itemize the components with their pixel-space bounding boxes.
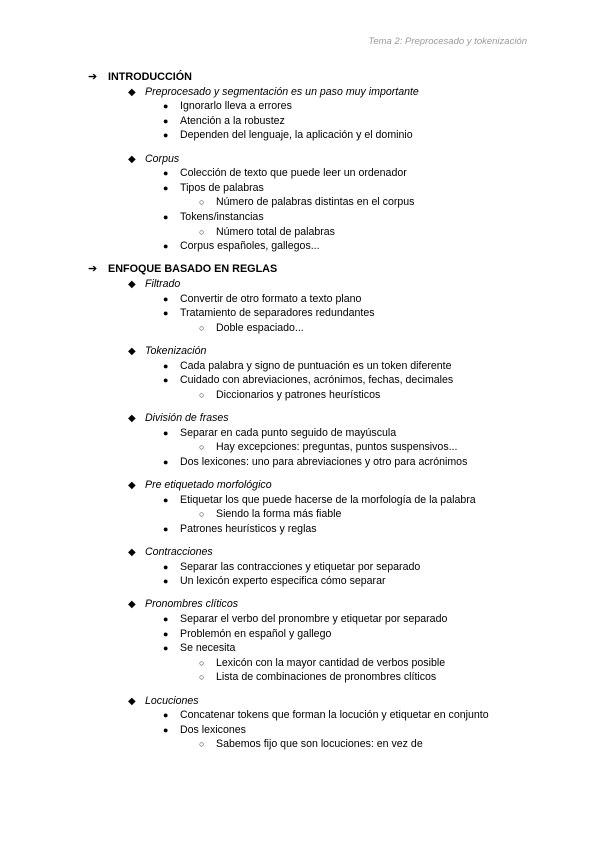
bullet-item [163,306,375,321]
disc-bullet-icon: ● [163,101,169,112]
section-heading [88,262,277,277]
circle-bullet-icon: ○ [199,442,205,453]
bullet-item [163,493,476,508]
topic-item [128,152,179,167]
item-text: Separar en cada punto seguido de mayúscula [180,426,397,439]
sub-bullet-item [199,670,436,685]
disc-bullet-icon: ● [163,182,169,193]
bullet-item [163,166,407,181]
bullet-item [163,426,396,441]
item-text: Locuciones [145,694,199,707]
diamond-bullet-icon: ◆ [128,413,136,424]
disc-bullet-icon: ● [163,523,169,534]
bullet-item [163,128,413,143]
item-text: Hay excepciones: preguntas, puntos suspensivos... [216,441,458,454]
item-text: Ignorarlo lleva a errores [180,100,292,113]
bullet-item [163,522,317,537]
disc-bullet-icon: ● [163,212,169,222]
circle-bullet-icon: ○ [199,739,205,750]
disc-bullet-icon: ● [163,427,169,438]
disc-bullet-icon: ● [163,561,169,572]
diamond-bullet-icon: ◆ [128,480,136,491]
item-text: Contracciones [145,546,213,558]
item-text: Tokens/instancias [180,211,264,223]
bullet-item [163,181,264,196]
bullet-item [163,612,447,627]
bullet-item [163,210,264,225]
topic-item [128,277,180,292]
circle-bullet-icon: ○ [199,226,205,237]
disc-bullet-icon: ● [163,168,169,179]
bullet-item [163,114,285,129]
topic-item [128,344,206,359]
item-text: Pronombres clíticos [145,598,239,611]
item-text: Tokenización [145,345,207,357]
disc-bullet-icon: ● [163,293,169,304]
item-text: Problemón en español y gallego [180,627,332,640]
item-text: Etiquetar los que puede hacerse de la morfología de la palabra [180,493,476,506]
diamond-bullet-icon: ◆ [128,695,136,707]
bullet-item [163,373,453,388]
item-text: Dos lexicones [180,723,246,736]
item-text: Concatenar tokens que forman la locución y etiquetar en conjunto [180,709,489,722]
disc-bullet-icon: ● [163,308,169,319]
item-text: Cada palabra y signo de puntuación es un token diferente [180,359,452,372]
diamond-bullet-icon: ◆ [128,153,136,165]
topic-item [128,411,229,426]
sub-bullet-item [199,195,414,210]
item-text: Diccionarios y patrones heurísticos [216,388,381,401]
item-text: Un lexicón experto especifica cómo separar [180,575,386,588]
item-text: Lexicón con la mayor cantidad de verbos posible [216,656,446,669]
bullet-item [163,455,467,470]
sub-bullet-item [199,737,423,752]
item-text: Preprocesado y segmentación es un paso muy importante [145,85,419,98]
diamond-bullet-icon: ◆ [128,86,136,98]
item-text: Doble espaciado... [216,321,304,334]
disc-bullet-icon: ● [163,724,169,735]
item-text: Cuidado con abreviaciones, acrónimos, fechas, decimales [180,374,454,387]
item-text: Atención a la robustez [180,114,285,127]
item-text: Separar el verbo del pronombre y etiquetar por separado [180,613,448,625]
item-text: INTRODUCCIÓN [108,71,192,83]
circle-bullet-icon: ○ [199,389,205,400]
diamond-bullet-icon: ◆ [128,547,136,558]
disc-bullet-icon: ● [163,628,169,639]
item-text: ENFOQUE BASADO EN REGLAS [108,263,278,276]
bullet-item [163,641,235,656]
arrow-icon: ➔ [88,71,98,83]
disc-bullet-icon: ● [163,614,169,624]
topic-item [128,545,213,560]
disc-bullet-icon: ● [163,494,169,505]
bullet-item [163,560,420,575]
sub-bullet-item [199,507,341,522]
topic-item [128,478,272,493]
disc-bullet-icon: ● [163,576,169,587]
topic-item [128,85,419,100]
sub-bullet-item [199,440,457,455]
item-text: Número total de palabras [216,225,335,238]
item-text: Dependen del lenguaje, la aplicación y el dominio [180,129,413,142]
circle-bullet-icon: ○ [199,672,205,683]
bullet-item [163,99,292,114]
disc-bullet-icon: ● [163,375,169,386]
disc-bullet-icon: ● [163,643,169,654]
disc-bullet-icon: ● [163,710,169,721]
bullet-item [163,708,489,723]
item-text: Siendo la forma más fiable [216,508,342,521]
circle-bullet-icon: ○ [199,657,205,668]
circle-bullet-icon: ○ [199,197,205,208]
item-text: División de frases [145,412,229,424]
sub-bullet-item [199,225,335,240]
disc-bullet-icon: ● [163,115,169,126]
disc-bullet-icon: ● [163,456,169,467]
item-text: Dos lexicones: uno para abreviaciones y otro para acrónimos [180,455,468,468]
circle-bullet-icon: ○ [199,509,205,520]
diamond-bullet-icon: ◆ [128,279,136,290]
sub-bullet-item [199,388,380,403]
item-text: Tratamiento de separadores redundantes [180,307,375,320]
item-text: Se necesita [180,642,236,655]
item-text: Patrones heurísticos y reglas [180,522,317,535]
item-text: Lista de combinaciones de pronombres clíticos [216,671,437,684]
disc-bullet-icon: ● [163,130,169,141]
topic-item [128,694,199,709]
bullet-item [163,239,320,254]
item-text: Colección de texto que puede leer un ordenador [180,167,407,180]
bullet-item [163,359,452,374]
sub-bullet-item [199,656,445,671]
item-text: Filtrado [145,278,181,290]
arrow-icon: ➔ [88,263,98,276]
section-heading [88,70,192,85]
diamond-bullet-icon: ◆ [128,346,136,357]
sub-bullet-item [199,321,304,336]
item-text: Separar las contracciones y etiquetar por separado [180,560,421,573]
item-text: Número de palabras distintas en el corpus [216,196,415,209]
page-header: Tema 2: Preprocesado y tokenización [368,36,527,47]
disc-bullet-icon: ● [163,360,169,371]
topic-item [128,597,238,612]
bullet-item [163,627,331,642]
bullet-item [163,574,386,589]
item-text: Corpus españoles, gallegos... [180,240,320,253]
item-text: Corpus [145,152,180,165]
item-text: Convertir de otro formato a texto plano [180,292,362,305]
disc-bullet-icon: ● [163,241,169,252]
item-text: Sabemos fijo que son locuciones: en vez de [216,738,423,751]
item-text: Tipos de palabras [180,181,264,194]
diamond-bullet-icon: ◆ [128,599,136,611]
bullet-item [163,292,361,307]
circle-bullet-icon: ○ [199,322,205,333]
item-text: Pre etiquetado morfológico [145,479,272,491]
bullet-item [163,723,246,738]
